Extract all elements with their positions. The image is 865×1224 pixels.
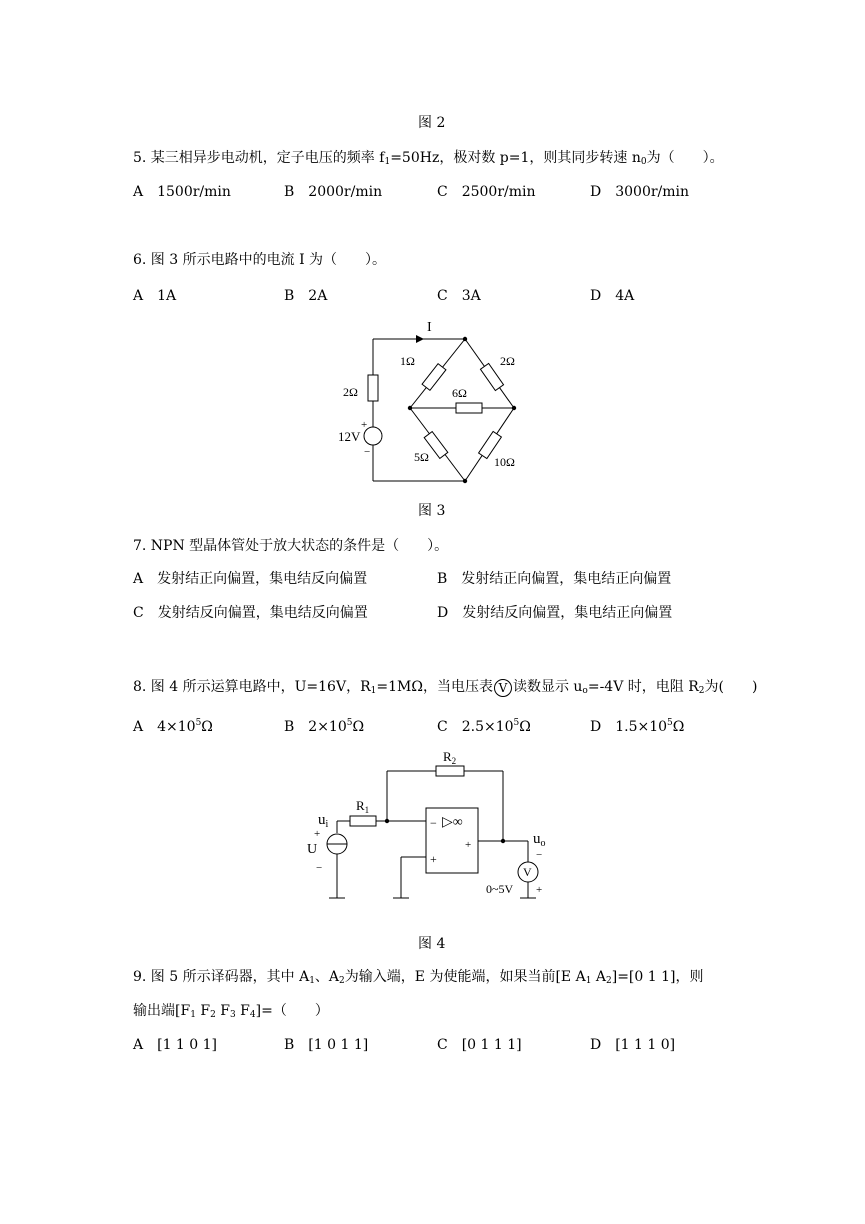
label-r1: $R_1$ xyxy=(356,798,370,815)
node xyxy=(463,479,467,483)
question-7-option-d: D 发射结反向偏置，集电结正向偏置 xyxy=(437,605,673,621)
node xyxy=(463,337,467,341)
question-6-option-b: B 2A xyxy=(284,288,328,304)
figure-4-caption: 图 4 xyxy=(418,936,446,952)
label-r-middle: 6Ω xyxy=(452,386,467,400)
resistor-6ohm xyxy=(456,403,482,413)
label-r-top-right: 2Ω xyxy=(500,354,515,368)
question-6-option-d: D 4A xyxy=(590,288,635,304)
question-9-line-2: 输出端[$F_1$ $F_2$ $F_3$ $F_4]=$（ ） xyxy=(133,1003,329,1020)
question-8-option-d: D $1.5\times 10^5\Omega$ xyxy=(590,718,685,735)
question-5-option-a: A 1500r/min xyxy=(133,184,231,200)
question-6-text: 6. 图 3 所示电路中的电流 I 为（ ）。 xyxy=(133,252,387,268)
figure-3-circuit xyxy=(330,315,550,495)
source-plus: + xyxy=(361,419,368,431)
resistor-1ohm xyxy=(422,364,446,391)
node xyxy=(501,839,505,843)
label-r-bottom-right: 10Ω xyxy=(494,455,515,469)
source-minus: − xyxy=(364,446,371,458)
question-9-line-1: 9. 图 5 所示译码器，其中 $A_1$、$A_2$为输入端，E 为使能端，如果当前[E $A_1$ $A_2]=[0$ 1 1]，则 xyxy=(133,969,704,986)
question-7-option-c: C 发射结反向偏置，集电结反向偏置 xyxy=(133,605,368,621)
question-5-option-c: C 2500r/min xyxy=(437,184,536,200)
question-8-option-a: A $4\times 10^5\Omega$ xyxy=(133,718,213,735)
opamp-symbol: ▷∞ xyxy=(442,815,463,830)
resistor-r1 xyxy=(350,816,376,826)
opamp-output-sign: + xyxy=(465,839,472,851)
current-label: I xyxy=(427,320,432,335)
figure-2-caption: 图 2 xyxy=(418,115,446,131)
label-uo: $u_o$ xyxy=(533,831,546,849)
opamp-inverting-sign: − xyxy=(430,816,437,830)
question-9-option-c: C [0 1 1 1] xyxy=(437,1037,522,1053)
label-source: 12V xyxy=(338,429,361,444)
source-plus: + xyxy=(314,828,321,840)
question-7-option-a: A 发射结正向偏置，集电结反向偏置 xyxy=(133,571,368,587)
question-6-option-c: C 3A xyxy=(437,288,481,304)
current-arrow-icon xyxy=(416,335,424,343)
question-5-text: 5. 某三相异步电动机，定子电压的频率 $f_1=50Hz$，极对数 p=1，则其同步转速 $n_0$为（ ）。 xyxy=(133,150,724,167)
meter-plus: + xyxy=(536,884,543,896)
node xyxy=(512,406,516,410)
question-5-option-b: B 2000r/min xyxy=(284,184,383,200)
resistor-r2 xyxy=(436,766,464,776)
meter-letter: V xyxy=(523,865,532,879)
question-9-option-d: D [1 1 1 0] xyxy=(590,1037,676,1053)
question-7-text: 7. NPN 型晶体管处于放大状态的条件是（ ）。 xyxy=(133,538,449,554)
label-r-top-left: 1Ω xyxy=(400,354,415,368)
question-8-text: 8. 图 4 所示运算电路中，U=16V，$R_1=1M\Omega$，当电压表 V 读数显示 $u_o=-4V$ 时，电阻 $R_2$为( ) xyxy=(133,679,758,696)
figure-3-caption: 图 3 xyxy=(418,503,446,519)
question-8-option-b: B $2\times 10^5\Omega$ xyxy=(284,718,365,735)
label-ui: $u_i$ xyxy=(318,812,329,830)
voltmeter-icon: V xyxy=(494,679,512,697)
question-9-option-a: A [1 1 0 1] xyxy=(133,1037,218,1053)
opamp-noninverting-sign: + xyxy=(430,852,437,866)
node xyxy=(408,406,412,410)
question-7-option-b: B 发射结正向偏置，集电结正向偏置 xyxy=(437,571,672,587)
question-6-option-a: A 1A xyxy=(133,288,177,304)
meter-range: 0~5V xyxy=(486,882,514,896)
figure-4-circuit xyxy=(300,745,570,910)
meter-minus: − xyxy=(536,849,543,861)
label-r2: $R_2$ xyxy=(443,749,457,766)
node xyxy=(385,819,389,823)
label-u: U xyxy=(307,842,318,857)
resistor-series xyxy=(368,375,378,401)
question-8-option-c: C $2.5\times 10^5\Omega$ xyxy=(437,718,531,735)
question-9-option-b: B [1 0 1 1] xyxy=(284,1037,369,1053)
question-5-option-d: D 3000r/min xyxy=(590,184,690,200)
source-minus: − xyxy=(316,862,323,874)
label-r-bottom-left: 5Ω xyxy=(414,450,429,464)
label-r-series: 2Ω xyxy=(343,385,358,399)
